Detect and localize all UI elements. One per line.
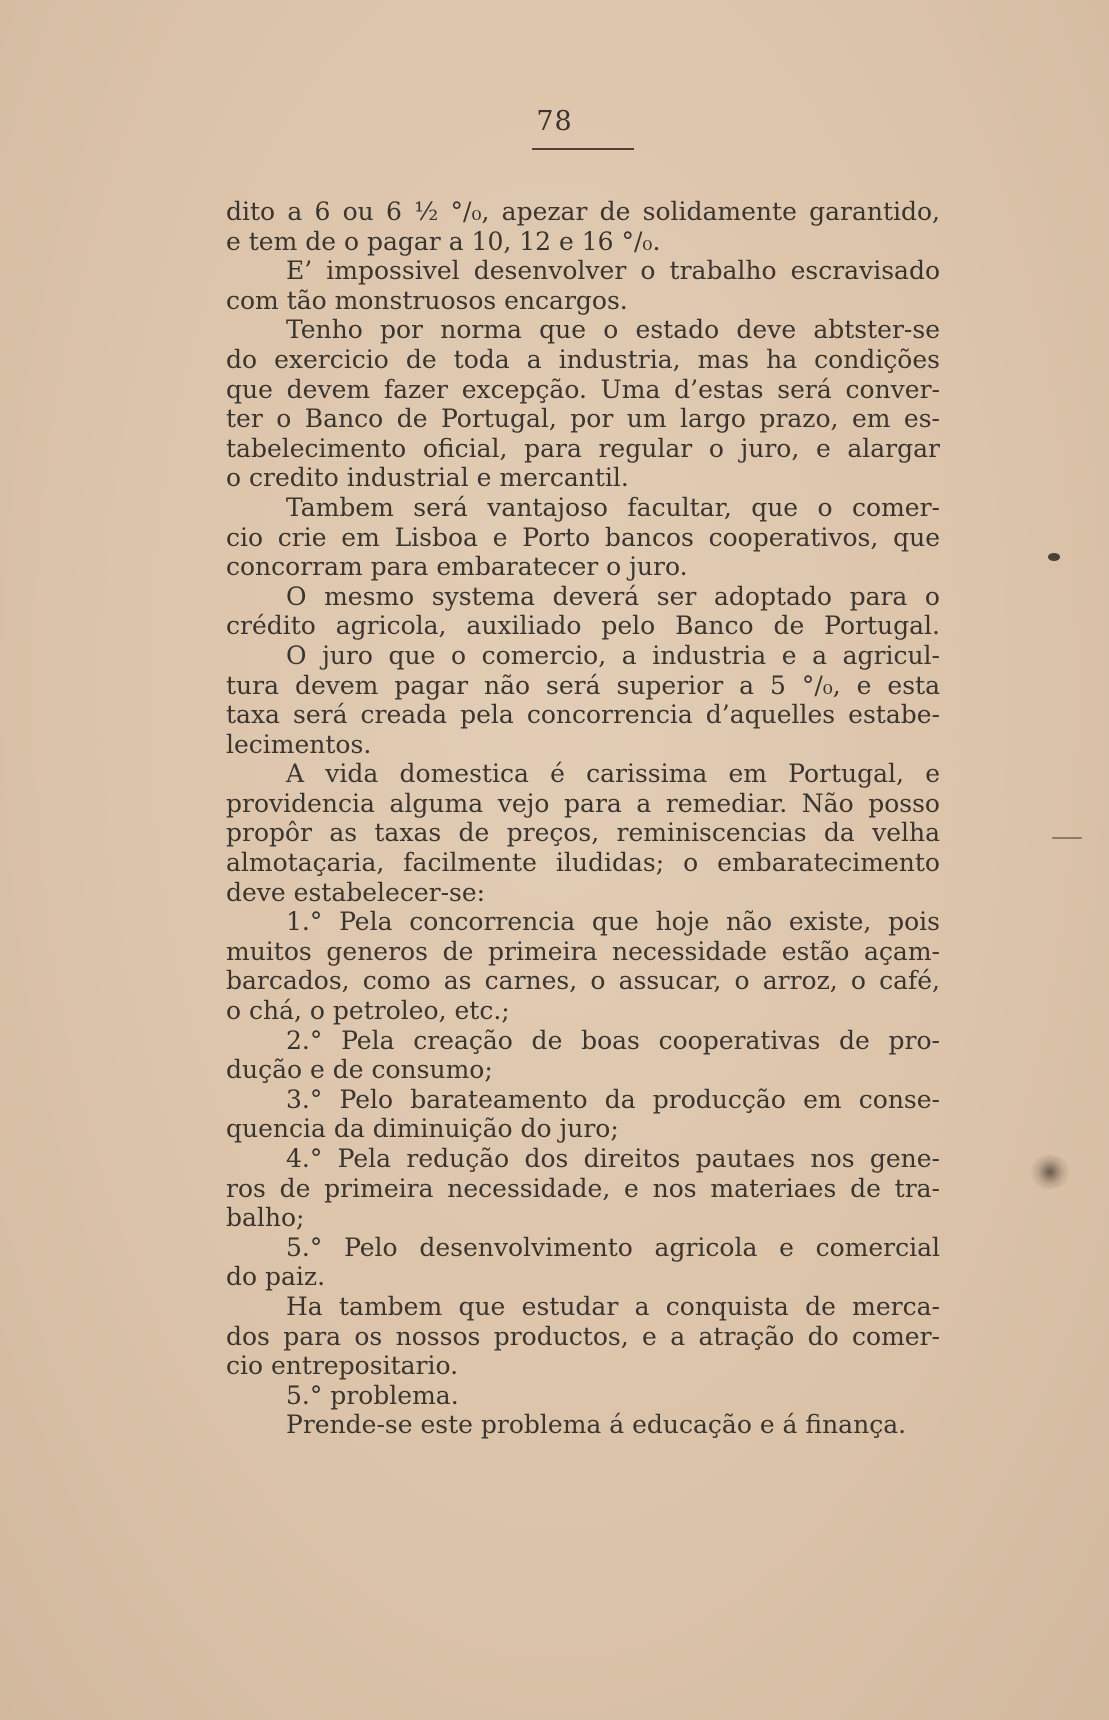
text-line: concorram para embaratecer o juro. — [226, 552, 688, 582]
text-line: o chá, o petroleo, etc.; — [226, 996, 510, 1026]
text-line: crédito agricola, auxiliado pelo Banco de Portugal. — [226, 611, 940, 641]
text-line: com tão monstruosos encargos. — [226, 285, 628, 315]
text-line: taxa será creada pela concorrencia d’aquelles estabe- — [226, 700, 940, 730]
text-line: Tenho por norma que o estado deve abtster-se — [286, 315, 940, 345]
text-line: E’ impossivel desenvolver o trabalho escravisado — [286, 256, 940, 286]
body-text — [226, 197, 940, 1440]
text-line: barcados, como as carnes, o assucar, o arroz, o café, — [226, 966, 940, 996]
page-number: 78 — [536, 106, 573, 137]
text-line: lecimentos. — [226, 729, 372, 759]
text-line: balho; — [226, 1203, 305, 1233]
ink-mark — [1052, 837, 1082, 839]
text-line: Tambem será vantajoso facultar, que o comer- — [286, 492, 940, 522]
paper-stain — [1030, 1155, 1070, 1189]
text-line: almotaçaria, facilmente iludidas; o embaratecimento — [226, 848, 940, 878]
page-number-rule — [532, 148, 634, 150]
text-line: cio entrepositario. — [226, 1351, 459, 1381]
text-line: que devem fazer excepção. Uma d’estas será conver- — [226, 374, 940, 404]
text-line: tabelecimento oficial, para regular o juro, e alargar — [226, 433, 940, 463]
text-line: Ha tambem que estudar a conquista de merca- — [286, 1291, 940, 1321]
text-line: dito a 6 ou 6 ½ °/₀, apezar de solidamente garantido, — [226, 197, 940, 226]
text-line: providencia alguma vejo para a remediar. Não posso — [226, 788, 940, 818]
text-line: tura devem pagar não será superior a 5 °/₀, e esta — [226, 670, 940, 700]
text-line: e tem de o pagar a 10, 12 e 16 °/₀. — [226, 226, 661, 256]
text-line: quencia da diminuição do juro; — [226, 1114, 619, 1144]
text-line: 3.° Pelo barateamento da producção em conse- — [286, 1084, 940, 1114]
text-line: do exercicio de toda a industria, mas ha condições — [226, 344, 940, 374]
text-line: ter o Banco de Portugal, por um largo prazo, em es- — [226, 404, 940, 434]
ink-blot — [1048, 553, 1060, 561]
text-line: do paiz. — [226, 1262, 326, 1292]
text-line: O juro que o comercio, a industria e a agricul- — [286, 640, 940, 670]
text-line: 2.° Pela creação de boas cooperativas de pro- — [286, 1025, 940, 1055]
text-line: cio crie em Lisboa e Porto bancos cooperativos, que — [226, 522, 940, 552]
text-line: ros de primeira necessidade, e nos materiaes de tra- — [226, 1173, 940, 1203]
text-line: propôr as taxas de preços, reminiscencias da velha — [226, 818, 940, 848]
text-line: deve estabelecer-se: — [226, 877, 486, 907]
text-line: o credito industrial e mercantil. — [226, 463, 629, 493]
text-line: O mesmo systema deverá ser adoptado para o — [286, 581, 940, 611]
text-line: 5.° problema. — [286, 1380, 459, 1410]
text-line: dução e de consumo; — [226, 1055, 493, 1085]
text-line: muitos generos de primeira necessidade estão açam- — [226, 936, 940, 966]
text-line: 5.° Pelo desenvolvimento agricola e comercial — [286, 1232, 940, 1262]
text-line: Prende-se este problema á educação e á finança. — [286, 1410, 907, 1440]
text-line: 1.° Pela concorrencia que hoje não existe, pois — [286, 907, 940, 937]
text-line: dos para os nossos productos, e a atração do comer- — [226, 1321, 940, 1351]
text-line: A vida domestica é carissima em Portugal, e — [286, 759, 940, 789]
text-line: 4.° Pela redução dos direitos pautaes nos gene- — [286, 1144, 940, 1173]
